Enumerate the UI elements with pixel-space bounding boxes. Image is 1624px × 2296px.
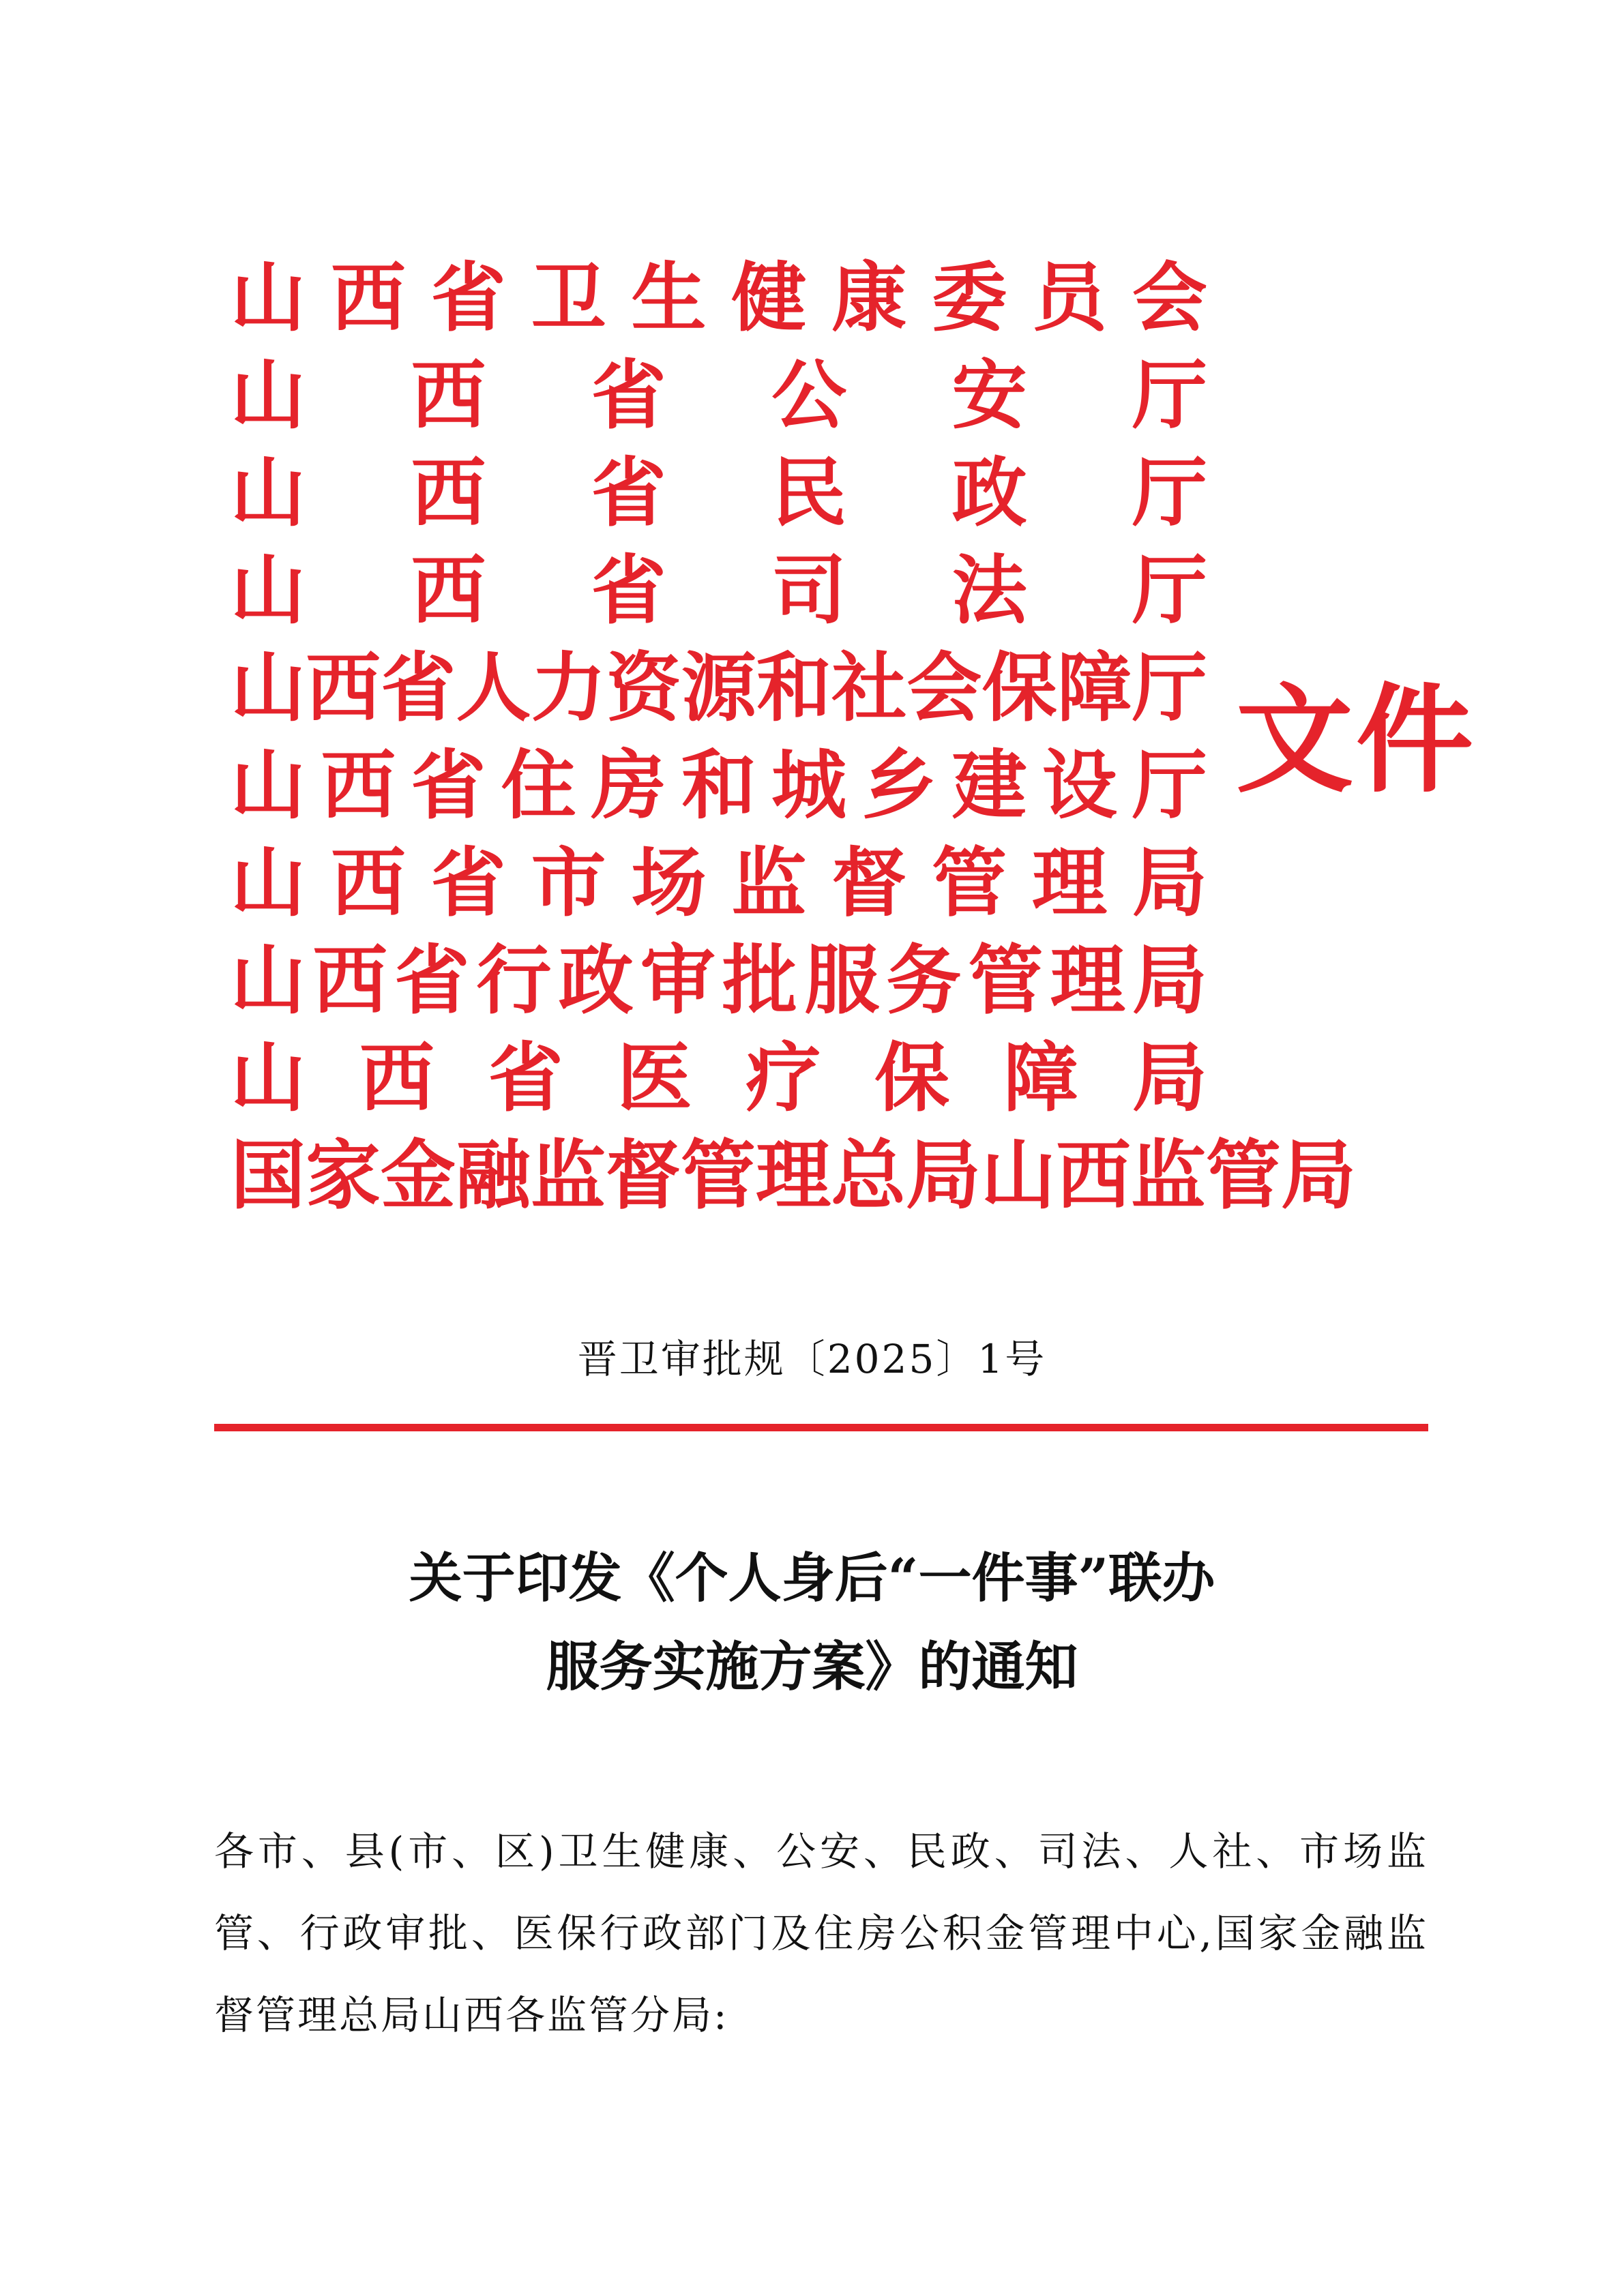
document-number: 晋卫审批规〔2025〕1号 [577, 1336, 1047, 1382]
red-divider-line [214, 1424, 1428, 1431]
agency-name-4: 山 西 省 司 法 厅 [231, 546, 1207, 634]
document-title [0, 1534, 1624, 1712]
agency-name-3: 山 西 省 民 政 厅 [231, 449, 1207, 537]
agency-name-8: 山 西 省 行 政 审 批 服 务 管 理 局 [231, 936, 1207, 1024]
agency-name-2: 山 西 省 公 安 厅 [231, 351, 1207, 439]
title-line-1: 关于印发《个人身后“一件事”联办 [409, 1547, 1215, 1609]
agency-name-7: 山 西 省 市 场 监 督 管 理 局 [231, 839, 1207, 927]
agency-name-6: 山 西 省 住 房 和 城 乡 建 设 厅 [231, 741, 1207, 829]
agency-name-10: 国 家 金 融 监 督 管 理 总 局 山 西 监 管 局 [231, 1131, 1356, 1219]
addressee-paragraph: 各市、县(市、区)卫生健康、公安、民政、司法、人社、市场监管、行政审批、医保行政部门及住房公积金管理中心,国家金融监督管理总局山西各监管分局: [214, 1828, 1428, 2038]
title-line-2: 服务实施方案》的通知 [546, 1636, 1078, 1698]
agency-name-9: 山 西 省 医 疗 保 障 局 [231, 1034, 1207, 1122]
agency-name-1: 山 西 省 卫 生 健 康 委 员 会 [231, 254, 1207, 342]
agency-name-5: 山 西 省 人 力 资 源 和 社 会 保 障 厅 [231, 644, 1207, 732]
document-suffix: 文件 [1236, 670, 1476, 809]
